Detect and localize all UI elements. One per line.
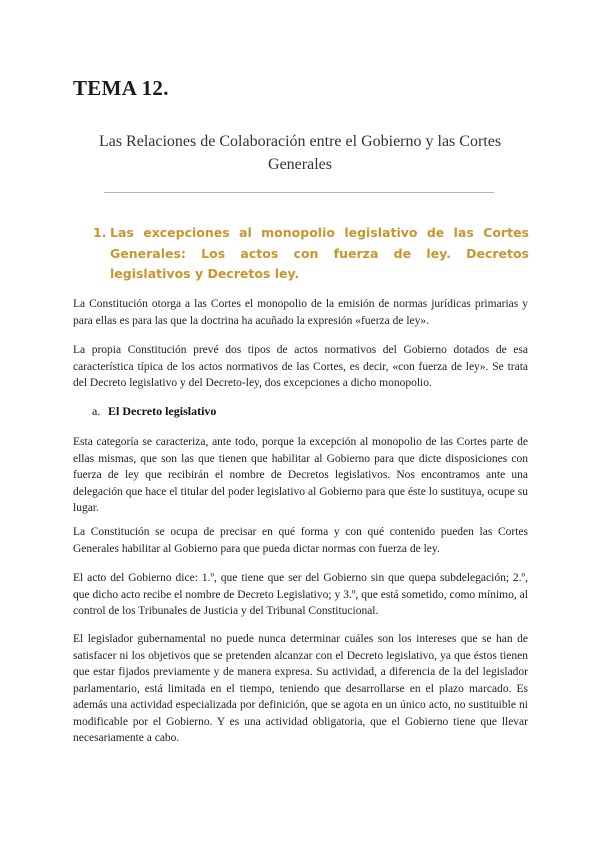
section-title: Las excepciones al monopolio legislativo de las Cortes Generales: Los actos con fuerza de ley. Decretos legislativos y Decretos ley. <box>110 225 529 281</box>
paragraph-intro-1: La Constitución otorga a las Cortes el monopolio de la emisión de normas jurídicas primarias y para ellas es para las que la doctrina ha acuñado la expresión «fuerza de ley». <box>73 298 528 327</box>
subsection-heading-a <box>92 404 216 419</box>
paragraph-body-4: El legislador gubernamental no puede nunca determinar cuáles son los intereses que se han de satisfacer ni los objetivos que se pretenden alcanzar con el Decreto legislativo, ya que éstos tienen que estar fijados previamente y de manera expresa. Su actividad, a diferencia de la del legislador parlamentario, está limitada en el tiempo, teniendo que desarrollarse en el plazo marcado. Es además una actividad especializada por definición, que se agota en un único acto, no sustituible ni modificable por el Gobierno. Y es una actividad obligatoria, que el Gobierno tiene que llevar necesariamente a cabo. <box>73 633 528 744</box>
paragraph-body-3: El acto del Gobierno dice: 1.º, que tiene que ser del Gobierno sin que quepa subdelegación; 2.º, que dicho acto recibe el nombre de Decreto Legislativo; y 3.º, que está sometido, como mínimo, al control de los Tribunales de Justicia y del Tribunal Constitucional. <box>73 572 528 617</box>
page-subtitle: Las Relaciones de Colaboración entre el Gobierno y las Cortes Generales <box>98 133 502 173</box>
section-heading-1 <box>93 223 529 285</box>
subsection-title: El Decreto legislativo <box>108 404 217 418</box>
paragraph-body-1: Esta categoría se caracteriza, ante todo, porque la excepción al monopolio de las Cortes parte de ellas mismas, que son las que tienen que habilitar al Gobierno para que dicte disposiciones con fuerza de ley que recibirán el nombre de Decretos legislativos. Nos encontramos ante una delegación que hace el titular del poder legislativo al Gobierno para que éste lo sustituya, ocupe su lugar. <box>73 436 528 514</box>
section-number: 1. <box>93 225 107 240</box>
divider <box>104 192 494 193</box>
paragraph-intro-2: La propia Constitución prevé dos tipos de actos normativos del Gobierno dotados de esa característica típica de los actos normativos de las Cortes, es decir, «con fuerza de ley». Se trata del Decreto legislativo y del Decreto-ley, dos excepciones a dicho monopolio. <box>73 344 528 389</box>
page-title: TEMA 12. <box>73 76 169 100</box>
subsection-letter: a. <box>92 404 101 418</box>
paragraph-body-2: La Constitución se ocupa de precisar en qué forma y con qué contenido pueden las Cortes Generales habilitar al Gobierno para que pueda dictar normas con fuerza de ley. <box>73 526 528 555</box>
